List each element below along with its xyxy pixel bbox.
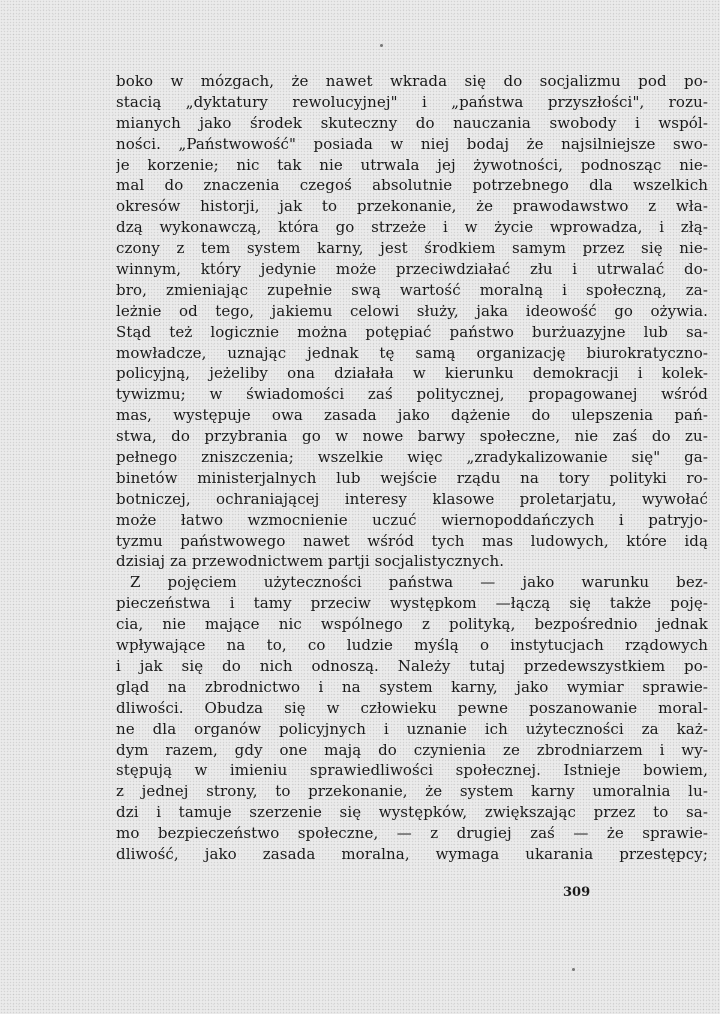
text-line: gląd na zbrodnictwo i na system karny, jako wymiar sprawie- (116, 677, 708, 696)
text-line: dliwości. Obudza się w człowieku pewne poszanowanie moral- (116, 698, 708, 717)
text-line: leżnie od tego, jakiemu celowi służy, jaka ideowość go ożywia. (116, 301, 708, 320)
body-text (116, 71, 708, 865)
text-line: pieczeństwa i tamy przeciw występkom —łączą się także poję- (116, 594, 708, 613)
text-line: mowładcze, uznając jednak tę samą organizację biurokratyczno- (116, 343, 708, 362)
text-line: stwa, do przybrania go w nowe barwy społeczne, nie zaś do zu- (116, 427, 708, 446)
text-line: mal do znaczenia czegoś absolutnie potrzebnego dla wszelkich (116, 176, 708, 195)
text-line: wpływające na to, co ludzie myślą o instytucjach rządowych (116, 636, 708, 655)
text-line: bro, zmieniając zupełnie swą wartość moralną i społeczną, za- (116, 280, 708, 299)
paper-speck (572, 968, 575, 971)
text-line: ności. „Państwowość" posiada w niej bodaj że najsilniejsze swo- (116, 134, 708, 153)
text-line: mo bezpieczeństwo społeczne, — z drugiej zaś — że sprawie- (116, 824, 708, 843)
text-line: mas, występuje owa zasada jako dążenie do ulepszenia pań- (116, 406, 708, 425)
text-line: z jednej strony, to przekonanie, że system karny umoralnia lu- (116, 782, 708, 801)
text-line: Z pojęciem użyteczności państwa — jako warunku bez- (130, 573, 708, 592)
text-line: okresów historji, jak to przekonanie, że prawodawstwo z wła- (116, 197, 708, 216)
text-line: dliwość, jako zasada moralna, wymaga ukarania przestępcy; (116, 844, 708, 863)
text-line: mianych jako środek skuteczny do nauczania swobody i wspól- (116, 113, 708, 132)
text-line: może łatwo wzmocnienie uczuć wiernopoddańczych i patryjo- (116, 510, 708, 529)
paragraph-1 (116, 71, 708, 572)
text-line: czony z tem system karny, jest środkiem samym przez się nie- (116, 239, 708, 258)
text-line: policyjną, jeżeliby ona działała w kierunku demokracji i kolek- (116, 364, 708, 383)
text-line: stacią „dyktatury rewolucyjnej" i „państwa przyszłości", rozu- (116, 92, 708, 111)
text-line: cia, nie mające nic wspólnego z polityką, bezpośrednio jednak (116, 615, 708, 634)
text-line: tywizmu; w świadomości zaś politycznej, propagowanej wśród (116, 385, 708, 404)
text-line: dzisiaj za przewodnictwem partji socjalistycznych. (116, 552, 505, 571)
text-line: je korzenie; nic tak nie utrwala jej żywotności, podnosząc nie- (116, 155, 708, 174)
text-line: i jak się do nich odnoszą. Należy tutaj przedewszystkiem po- (116, 656, 708, 675)
text-line: stępują w imieniu sprawiedliwości społecznej. Istnieje bowiem, (116, 761, 708, 780)
text-line: dzi i tamuje szerzenie się występków, zwiększając przez to sa- (116, 803, 708, 822)
page-number: 309 (563, 885, 591, 900)
text-line: winnym, który jedynie może przeciwdziałać złu i utrwalać do- (116, 260, 708, 279)
text-line: boko w mózgach, że nawet wkrada się do socjalizmu pod po- (116, 72, 708, 90)
text-line: pełnego zniszczenia; wszelkie więc „zradykalizowanie się" ga- (116, 448, 708, 467)
paper-speck (380, 44, 383, 47)
text-line: tyzmu państwowego nawet wśród tych mas ludowych, które idą (116, 531, 708, 550)
text-line: dym razem, gdy one mają do czynienia ze zbrodniarzem i wy- (116, 740, 708, 759)
paragraph-2 (116, 572, 708, 864)
text-line: ne dla organów policyjnych i uznanie ich użyteczności za każ- (116, 719, 708, 738)
text-line: dzą wykonawczą, która go strzeże i w życie wprowadza, i złą- (116, 218, 708, 237)
text-line: botniczej, ochraniającej interesy klasowe proletarjatu, wywołać (116, 489, 708, 508)
text-line: Stąd też logicznie można potępiać państwo burżuazyjne lub sa- (116, 322, 708, 341)
text-line: binetów ministerjalnych lub wejście rządu na tory polityki ro- (116, 468, 708, 487)
